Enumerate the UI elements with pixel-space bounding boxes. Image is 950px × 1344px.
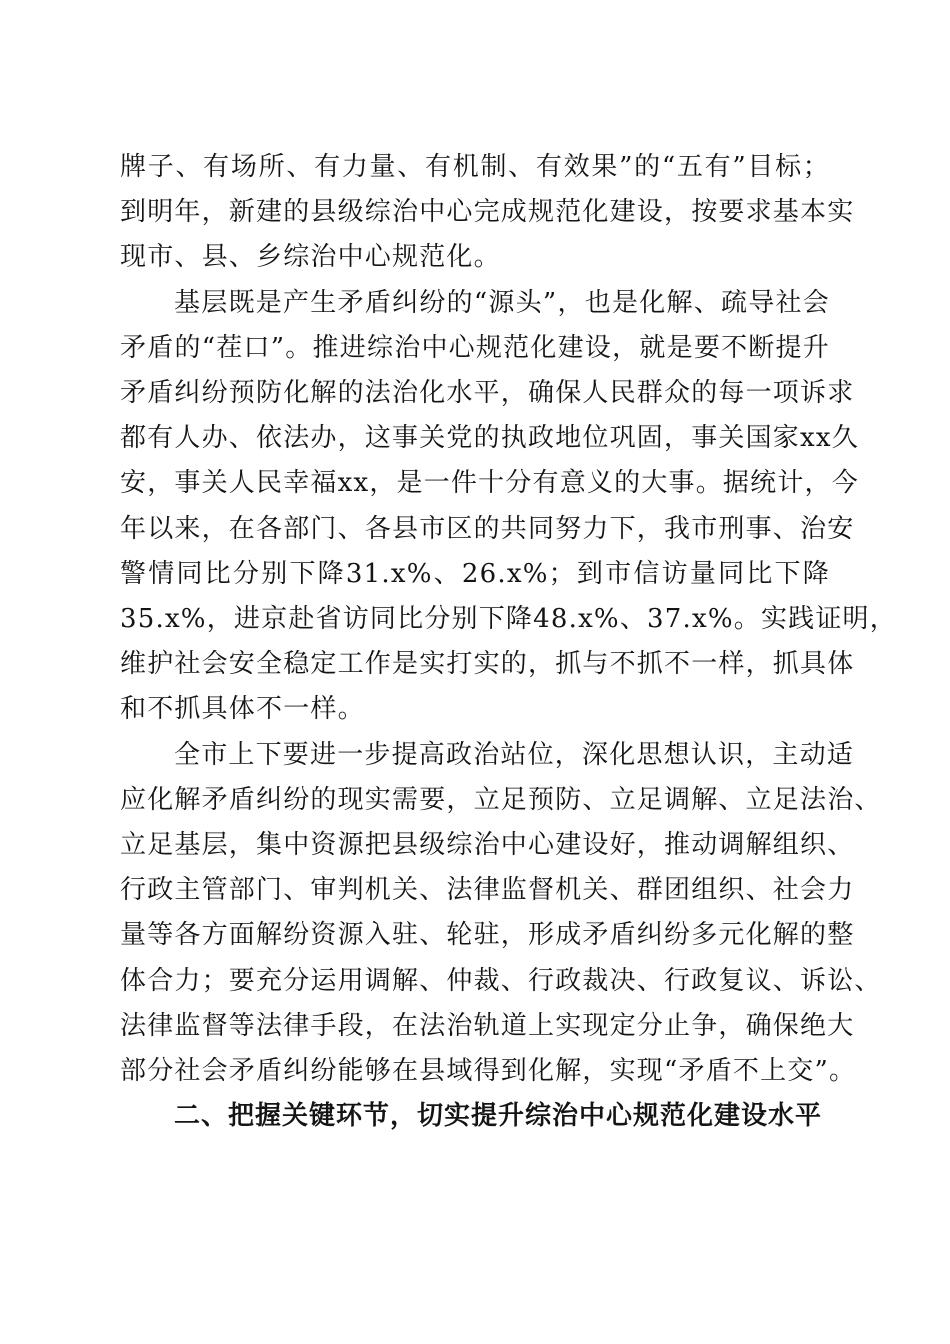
text-line: 35.x%，进京赴省访同比分别下降48.x%、37.x%。实践证明，: [120, 604, 897, 635]
text-line: 安，事关人民幸福xx，是一件十分有意义的大事。据统计，今: [120, 468, 859, 499]
document-body: [120, 145, 897, 1139]
text-line: 部分社会矛盾纠纷能够在县域得到化解，实现“矛盾不上交”。: [120, 1056, 857, 1087]
text-line: 应化解矛盾纠纷的现实需要，立足预防、立足调解、立足法治、: [120, 784, 882, 815]
text-line: 法律监督等法律手段，在法治轨道上实现定分止争，确保绝大: [120, 1010, 855, 1041]
text-line: 量等各方面解纷资源入驻、轮驻，形成矛盾纠纷多元化解的整: [120, 920, 855, 951]
text-line: 和不抓具体不一样。: [120, 694, 365, 725]
section-heading: 二、把握关键环节，切实提升综治中心规范化建设水平: [174, 1101, 823, 1132]
text-line: 体合力；要充分运用调解、仲裁、行政裁决、行政复议、诉讼、: [120, 965, 882, 996]
text-line: 牌子、有场所、有力量、有机制、有效果”的“五有”目标；: [120, 152, 830, 182]
text-line: 到明年，新建的县级综治中心完成规范化建设，按要求基本实: [120, 197, 855, 228]
paragraph-city-wide: [120, 733, 882, 1095]
text-line: 行政主管部门、审判机关、法律监督机关、群团组织、社会力: [120, 875, 855, 906]
text-line: 维护社会安全稳定工作是实打实的，抓与不抓不一样，抓具体: [120, 649, 855, 680]
text-line: 现市、县、乡综治中心规范化。: [120, 242, 501, 273]
text-line: 基层既是产生矛盾纠纷的“源头”，也是化解、疏导社会: [174, 287, 830, 318]
text-line: 警情同比分别下降31.x%、26.x%；到市信访量同比下降: [120, 558, 830, 589]
text-line: 全市上下要进一步提高政治站位，深化思想认识，主动适: [174, 739, 855, 770]
text-line: 立足基层，集中资源把县级综治中心建设好，推动调解组织、: [120, 830, 855, 861]
text-line: 都有人办、依法办，这事关党的执政地位巩固，事关国家xx久: [120, 423, 859, 454]
paragraph-five-goals: [120, 145, 855, 281]
text-line: 矛盾的“茬口”。推进综治中心规范化建设，就是要不断提升: [120, 332, 830, 363]
text-line: 矛盾纠纷预防化解的法治化水平，确保人民群众的每一项诉求: [120, 378, 855, 409]
text-line: 年以来，在各部门、各县市区的共同努力下，我市刑事、治安: [120, 513, 855, 544]
paragraph-grassroots: [120, 281, 897, 733]
